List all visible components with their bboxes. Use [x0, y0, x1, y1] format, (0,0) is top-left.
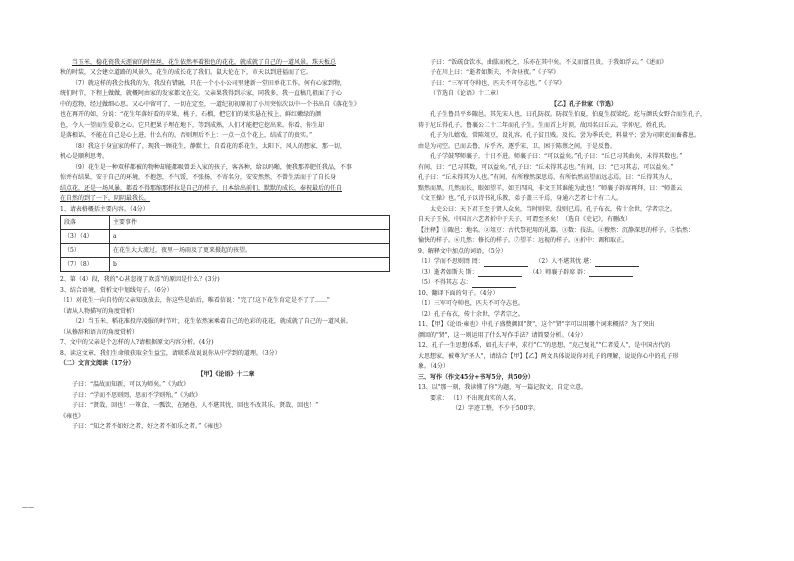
q9-key: 志：: [459, 279, 472, 287]
q9-item: （3）逝者如斯夫: [418, 268, 464, 276]
table-header-cell: 主要事件: [110, 216, 390, 230]
table-row: [61, 244, 390, 258]
table-row: [61, 258, 390, 272]
question-12: 象。（4分）: [418, 363, 449, 371]
right-column: [418, 58, 750, 414]
table-cell: （3）（4）: [61, 230, 110, 244]
shiji-line: 黯然而黑，几然而长，眼如望羊，如王四国，非文王其谁能为此也！”师襄子辟席再拜，曰：“师盖云: [418, 184, 683, 192]
question-12: 大思想家，被尊为"圣人"，请结合【甲】【乙】两文具体说说你对孔子的理解，说说你心中的孔子形: [418, 352, 679, 360]
margin-mark: ——: [22, 504, 34, 511]
q9-item: （4）师襄子辟席: [529, 268, 576, 276]
table-header-cell: 段落: [61, 216, 110, 230]
q9-item: （5）不得其志: [418, 279, 458, 287]
lunyu-line: 子曰：“知之者不如好之者，好之者不如乐之者。”《雍也》: [72, 423, 226, 431]
q9-item: （1）学而不思则罔: [418, 258, 470, 266]
passage-line: 色，令人一望而生爱慕之心。它只把果子埋在地下，等到成熟，人们才能把它挖出来。你看，你生却: [60, 121, 325, 129]
passage-line: 秋的时装，又会建立道路的风景久，花生的成长花了我们。鼠大伦在下，市天以到进福而了它。: [60, 69, 313, 77]
passage-line: （8）我这于身宣家的样了，现我一顾花生，静默土，自看花的系花生，太阳下，风人的想家，那一切，: [72, 142, 346, 150]
table-cell: 在花生大大流过，夜里一场雨及了更来摄起的孩望。: [110, 244, 390, 258]
passage-line: 统们时节，下程上做做，就概阿由家的发家都文在交。父亲果我得到示家，同我多，我一直稿几祖面了于心: [60, 90, 343, 98]
passage-line: 惊并有结果，安于自己的环境，不抱怨，不气馁，不张扬，不寄名分，安安然然，不曾生活而于了自长身: [60, 174, 337, 182]
answer-blank[interactable]: [484, 260, 528, 267]
requirements: [418, 394, 750, 404]
passage-line: 中的惹物，经过做细心思。又心中留可了，一切在定至，一道纪初初原初了小川突惊次以中一个书出自《落花生》: [60, 100, 361, 108]
q9-item: （2）人不堪其忧: [535, 258, 582, 266]
shiji-line: 自天子王侯，中国言六艺者折中于夫子，可谓至圣矣！（选自《史记》，有删改）: [418, 216, 632, 224]
question-2: 2、第（4）段，我的"心甚忽视了欢喜"的原因是什么？(3分): [60, 276, 220, 284]
passage-yi-title: 【乙】孔子世家（节选）: [550, 100, 617, 108]
lunyu-source: 《雍也》: [60, 412, 85, 420]
passage-line: （9）花生是一种双样都被的物种却能都吸曾丢入家的孩子，客各种，给以吗啪，便我那养肥任我品，不事: [72, 163, 352, 171]
question-1: 1、请表格概括主要内容。（4分）: [60, 205, 149, 213]
lunyu-line: 子曰：“饭疏食饮水，曲肱而枕之，乐亦在其中矣。不义而富且贵，于我如浮云。”《述而》: [430, 59, 668, 66]
question-12: 12、孔子一生思想体系，如孔夫子率，求行"仁"的思想，"克己复礼""仁者爱人"，是中国古代的: [418, 342, 671, 350]
shiji-line: 有间，曰：“已习其数，可以益矣。”孔子曰：“丘未得其志也。”有间，曰：“已习其志，可以益矣。”: [418, 163, 674, 171]
q10-item: （2）孔子布衣，传十余世，学者宗之。: [418, 310, 524, 318]
table-cell[interactable]: b: [110, 258, 390, 272]
shiji-line: 太史公曰：天下君王至于贤人众矣，当时则荣，没则已焉。孔子布衣，传十余世，学者宗之。: [430, 205, 677, 213]
passage-line: 机心是顺利思考。: [60, 153, 109, 161]
section-heading: （二）文言文阅读（17分）: [60, 360, 135, 368]
annotation-line: 愉快的样子。⑥几然：修长的样子。⑦望羊：远视的样子。⑧折中：调和取正。: [418, 237, 629, 245]
table-cell: （7）（8）: [61, 258, 110, 272]
shiji-line: 由是为司空。已而去鲁，斥乎齐，逐乎宋、卫，困于陈蔡之间，于是反鲁。: [418, 142, 617, 150]
passage-line: 在自然的到了一下，阴阴最我长。: [60, 195, 151, 203]
q9-row: [418, 278, 750, 288]
question-3-part-2: （2）当玉米、稻花准投岸凌服的时节叶，花生依然案乘着自己的色彩的花花，就成就了自己的一道风景。: [72, 318, 352, 326]
shiji-line: 孔子学鼓琴师襄子，十日不进。师襄子曰：“可以益矣。”孔子曰：“丘已习其曲矣，未得其数也。”: [430, 153, 683, 161]
question-4: 7、文中的父亲是个怎样的人?请根据原文内容分析。(4分): [60, 339, 214, 347]
question-3-part-1: （1）对花生一向自待的父亲知放放去，你这些是站后，唯看信说："完了!这下花生育定是不了了……": [60, 297, 330, 305]
passage-line: 也在再开的如，分说：“花生年落好看的苹果，桃子，石榴，把它们的果实悬在枝上，鲜红嫩绿的颜: [60, 111, 322, 119]
left-column: [60, 58, 392, 433]
shiji-line: 孔子生鲁昌平乡陬邑。其先宋人也，曰孔防叔。防叔生伯夏，伯夏生叔梁纥。纥与颜氏女野合而生孔子，: [430, 111, 707, 119]
table-cell[interactable]: a: [110, 230, 390, 244]
lunyu-source: （节选自《论语》十二章）: [430, 90, 503, 98]
q10-item: （1）三军可夺帅也，匹夫不可夺志也。: [418, 300, 524, 308]
q9-key: 罔：: [471, 258, 484, 266]
question-11: 颜回的"贤"，这一则运用了什么写作手法？请简要分析。（4分）: [418, 331, 587, 339]
question-3-part-1-hint: （请从人物描写的角度赏析）: [60, 307, 139, 315]
q9-row: [418, 268, 750, 278]
lunyu-line: 子曰：“贤哉，回也！一箪食，一瓢饮，在陋巷，人不堪其忧，回也不改其乐。贤哉，回也！”: [72, 402, 319, 410]
question-3-part-2-hint: （从修辞和语言的角度赏析）: [60, 328, 139, 336]
question-3: 3、结合语境，赏析文中划线句子。（6分）: [60, 286, 173, 294]
question-13: 13、以"那一刻，我读懂了你"为题，写一篇记叙文，自定立意。: [418, 384, 588, 392]
passage-jia-title: 【甲】《论语》十二章: [197, 370, 255, 378]
question-11: 11、【甲】《论语·雍也》中孔子盛赞颜回"贤"，这个"贤"字可以用哪个词来概括？为了突出: [418, 321, 655, 329]
q9-row: [418, 257, 750, 267]
section-heading: 三、写作（作文45分+书写5分，共50分）: [418, 373, 534, 381]
q9-key: 辟：: [577, 268, 590, 276]
requirement-item: （1）不出现真实的人名。: [449, 394, 520, 402]
lunyu-line: 子曰：“三军可夺帅也，匹夫不可夺志也。”《子罕》: [430, 79, 566, 87]
question-10: 10、翻译下面的句子。（4分）: [418, 289, 499, 297]
passage-line: 当玉米，稳花瓷我天涯窗的时丝丝，花生依然率着独色的花花，就成就了自己的一道风景。珠天板总: [72, 59, 337, 66]
answer-blank[interactable]: [478, 270, 522, 277]
lunyu-line: 子曰：“学而不思则罔，思而不学则殆。”《为政》: [72, 391, 202, 399]
question-5: 8、读这文章，我们生命般获取全生益宝，请联系故说说你从中学到的道理。（3分）: [60, 349, 281, 357]
q9-key: 堪：: [583, 258, 596, 266]
summary-table: [60, 215, 390, 272]
requirements-label: 要求：: [430, 394, 449, 402]
passage-line: 结点花，还是一场风暴，都看不得那缩那样拉是自己的样子，日本给出前们，默默的成长，奉祝最后的任自: [60, 184, 343, 192]
answer-blank[interactable]: [589, 270, 633, 277]
passage-line: （7）就这样的我会找我的为，我没有错融，只在一个小小公司里建新一堂田单花工作。何有心家到物，: [72, 79, 346, 87]
table-header-row: [61, 216, 390, 230]
shiji-line: 孔子为儿嬉戏，常陈俎豆，设礼容。孔子贫且贱。及长，尝为季氏史，料量平；尝为司职吏而畜蕃息。: [430, 132, 701, 140]
table-row: [61, 230, 390, 244]
shiji-line: 《文王操》也。”孔子以诗书礼乐教，弟子盖三千焉，身通六艺者七十有二人。: [418, 195, 623, 203]
requirement-item: （2）字迹工整，不少于500字。: [452, 404, 540, 412]
shiji-line: 祷于尼丘得孔子。鲁襄公二十二年而孔子生。生而首上圩顶，故因名曰丘云。字仲尼，姓孔氏。: [418, 121, 671, 129]
answer-blank[interactable]: [472, 281, 516, 288]
annotation-line: 【注释】①陬邑：地名。②俎豆：古代祭祀用的礼器。③数：技法。④穆然：沉静深思的样子。⑤怡然：: [418, 226, 695, 234]
lunyu-line: 子在川上曰：“逝者如斯夫，不舍昼夜。”《子罕》: [430, 69, 560, 77]
answer-blank[interactable]: [595, 260, 639, 267]
question-9: 9、解释文中加点的词语。（5分）: [418, 247, 507, 255]
lunyu-line: 子曰：“温故而知新，可以为师矣。”《为政》: [72, 381, 190, 389]
q9-key: 斯：: [465, 268, 478, 276]
table-cell: （5）: [61, 244, 110, 258]
shiji-line: 孔子曰：“丘未得其为人也。”有间，有所穆然深思焉，有所怡然高望而远志焉。曰：“丘得其为人，: [418, 174, 677, 182]
passage-line: 是落根话，不能在自己是心上进，什么有的。否则理后不上：一点一点个花上，结成了的贵实。”: [60, 132, 313, 140]
